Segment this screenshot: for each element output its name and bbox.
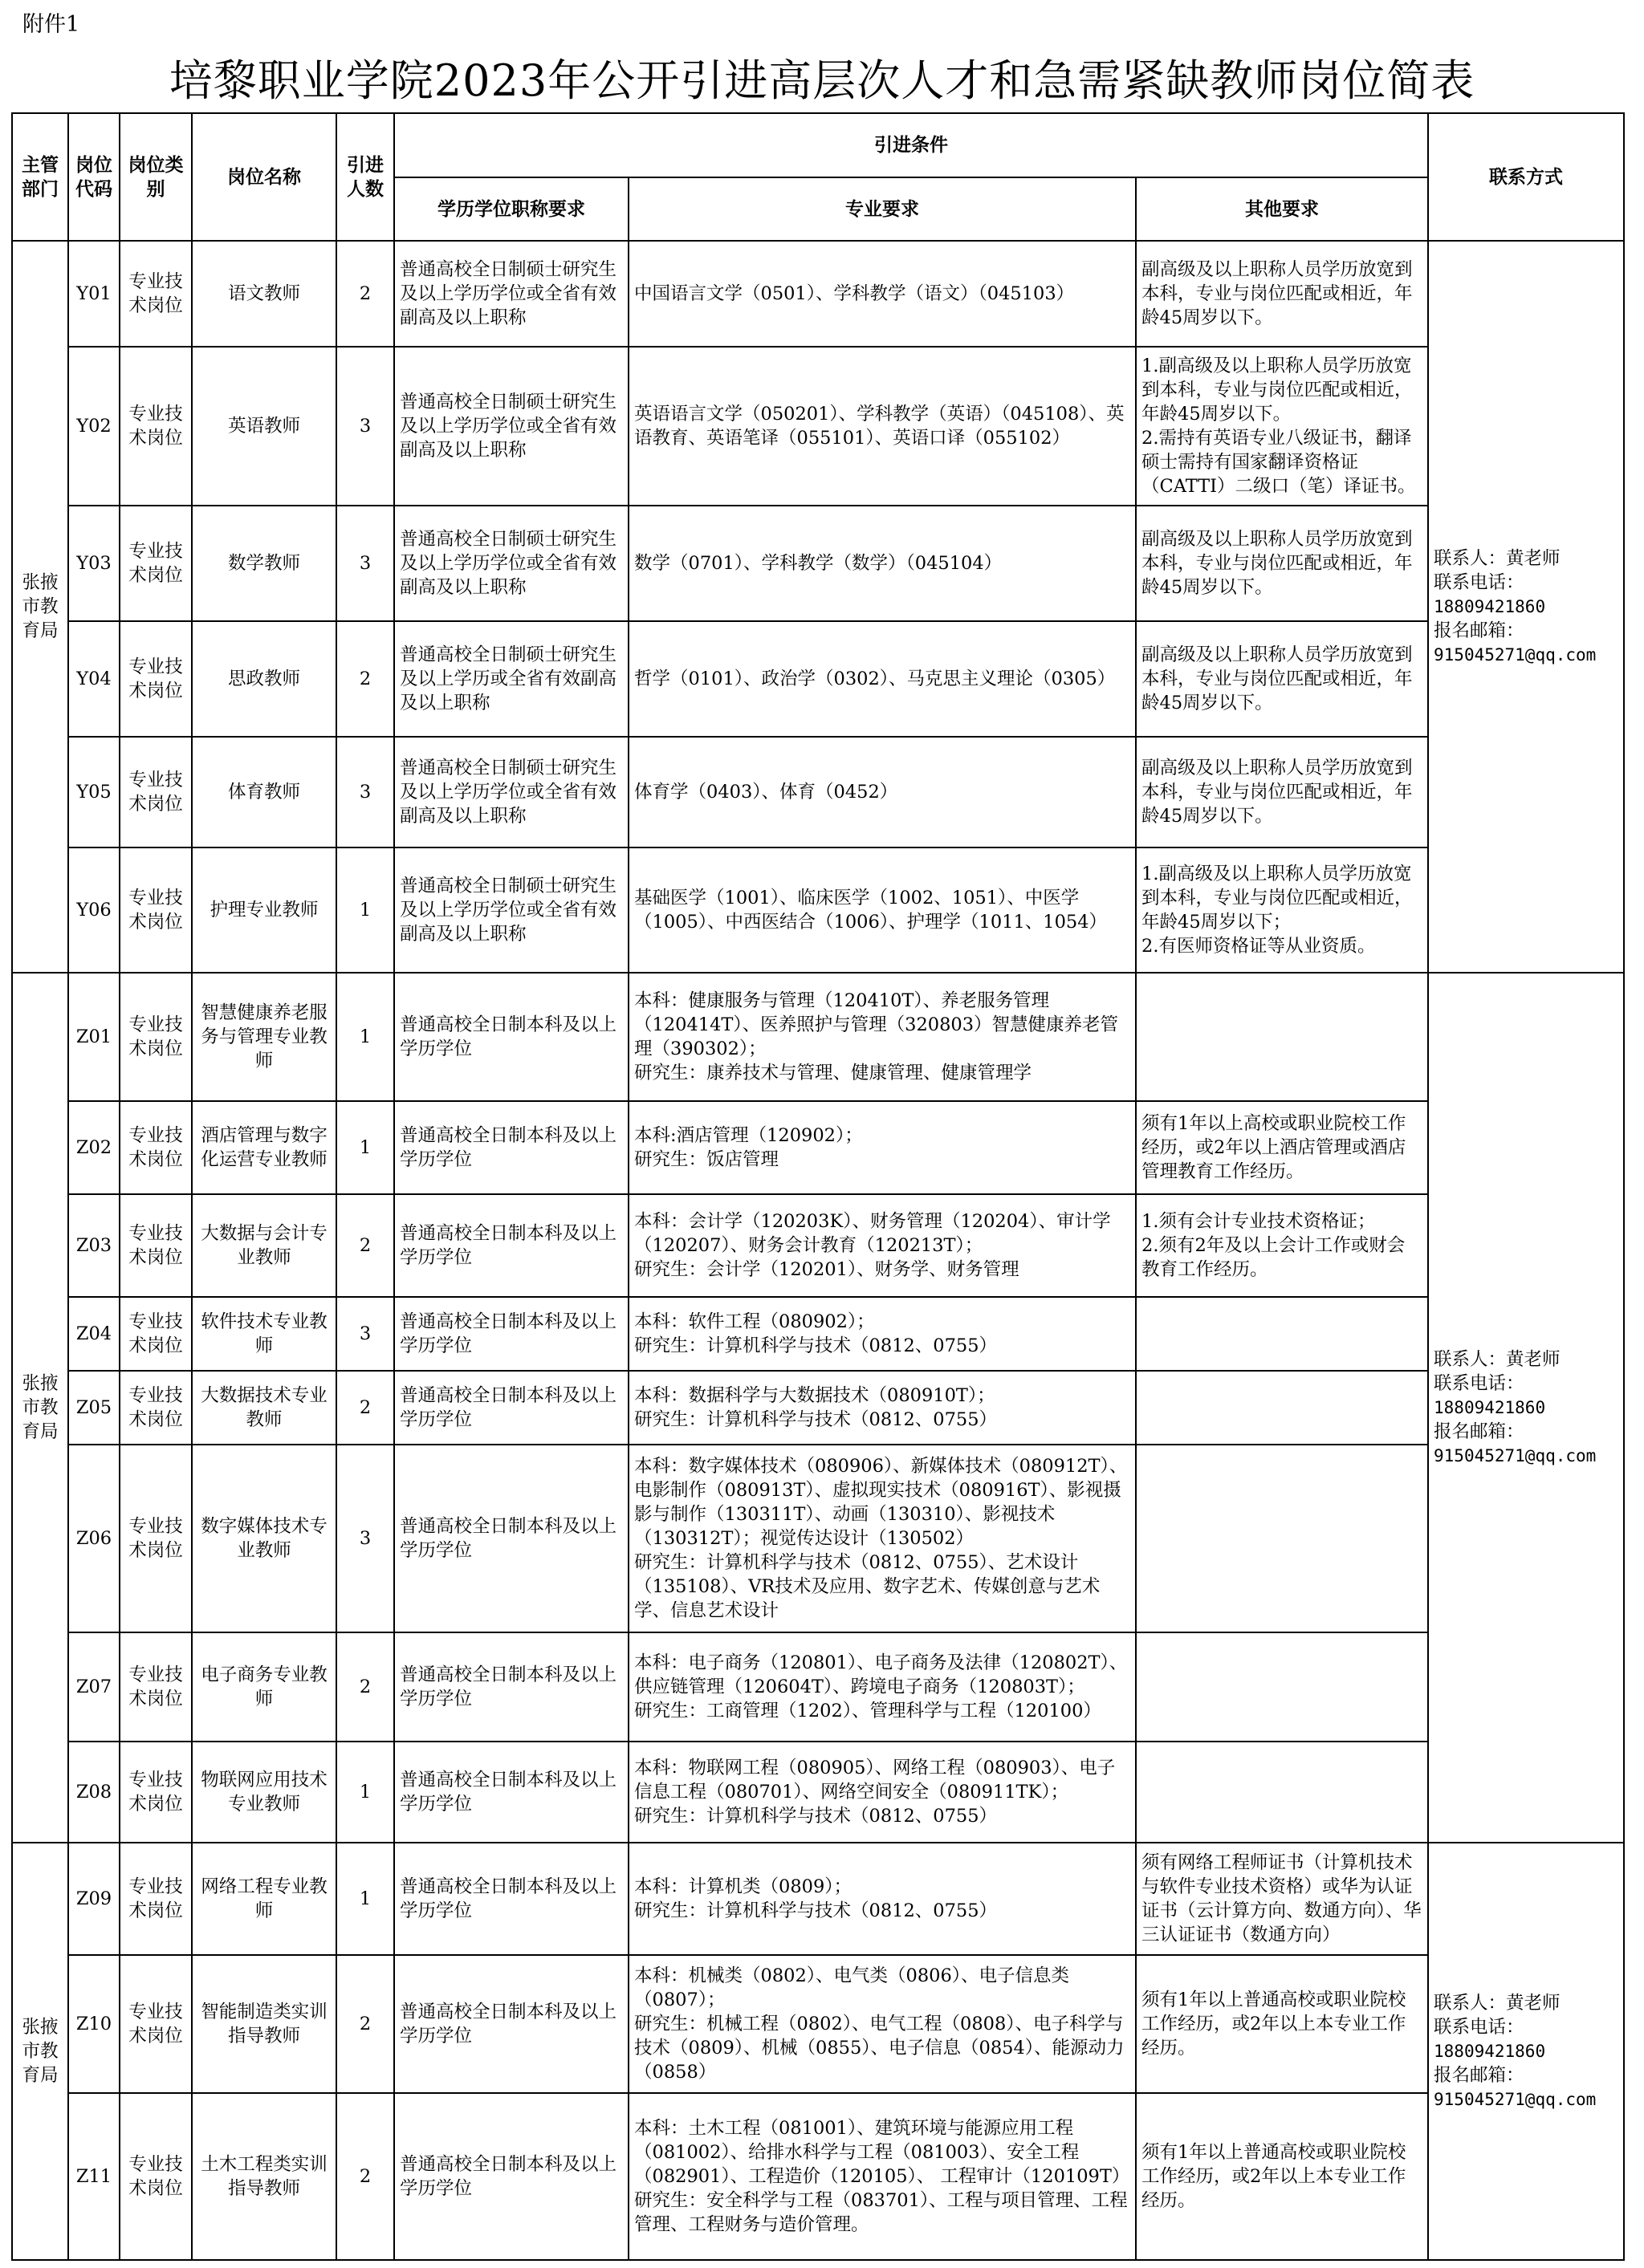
major-cell: 本科：机械类（0802）、电气类（0806）、电子信息类（0807）； 研究生：机械工程（0802）、电气工程（0808）、电子科学与技术（0809）、机械（0855）、电子信息（0854）、能源动力（0858） (629, 1955, 1136, 2093)
table-body (12, 241, 1624, 2260)
education-cell: 普通高校全日制本科及以上学历学位 (394, 1955, 629, 2093)
contact-line: 18809421860 (1434, 2042, 1546, 2061)
name-cell: 物联网应用技术专业教师 (192, 1742, 336, 1843)
education-cell: 普通高校全日制硕士研究生及以上学历学位或全省有效副高及以上职称 (394, 737, 629, 847)
code-cell: Y05 (68, 737, 120, 847)
contact-line: 联系人：黄老师 (1434, 1993, 1561, 2014)
education-cell: 普通高校全日制本科及以上学历学位 (394, 1297, 629, 1371)
name-cell: 土木工程类实训指导教师 (192, 2093, 336, 2260)
count-cell: 1 (336, 973, 394, 1101)
major-cell: 本科：物联网工程（080905）、网络工程（080903）、电子信息工程（080701）、网络空间安全（080911TK）； 研究生：计算机科学与技术（0812、0755） (629, 1742, 1136, 1843)
education-cell: 普通高校全日制硕士研究生及以上学历学位或全省有效副高及以上职称 (394, 847, 629, 973)
contact-line: 915045271@qq.com (1434, 1446, 1597, 1465)
contact-line: 915045271@qq.com (1434, 2090, 1597, 2109)
header-count: 引进人数 (336, 113, 394, 241)
name-cell: 酒店管理与数字化运营专业教师 (192, 1101, 336, 1194)
code-cell: Z06 (68, 1445, 120, 1632)
code-cell: Z01 (68, 973, 120, 1101)
attachment-label: 附件1 (22, 12, 80, 37)
education-cell: 普通高校全日制本科及以上学历学位 (394, 1194, 629, 1297)
code-cell: Z03 (68, 1194, 120, 1297)
type-cell: 专业技术岗位 (120, 1632, 192, 1742)
dept-cell: 张掖市教育局 (12, 241, 68, 973)
table-row (12, 847, 1624, 973)
name-cell: 体育教师 (192, 737, 336, 847)
type-cell: 专业技术岗位 (120, 1371, 192, 1445)
table-row (12, 1955, 1624, 2093)
other-cell: 副高级及以上职称人员学历放宽到本科，专业与岗位匹配或相近，年龄45周岁以下。 (1136, 241, 1428, 347)
table-row (12, 1297, 1624, 1371)
name-cell: 大数据技术专业教师 (192, 1371, 336, 1445)
type-cell: 专业技术岗位 (120, 347, 192, 506)
count-cell: 2 (336, 1194, 394, 1297)
count-cell: 3 (336, 1445, 394, 1632)
other-cell (1136, 1742, 1428, 1843)
name-cell: 数学教师 (192, 506, 336, 621)
header-contact: 联系方式 (1428, 113, 1624, 241)
contact-cell (1428, 1843, 1624, 2260)
type-cell: 专业技术岗位 (120, 1742, 192, 1843)
major-cell: 本科：土木工程（081001）、建筑环境与能源应用工程（081002）、给排水科学与工程（081003）、安全工程（082901）、工程造价（120105）、 工程审计（120109T） 研究生：安全科学与工程（083701）、工程与项目管理、工程管理、工程财务与造价管理。 (629, 2093, 1136, 2260)
contact-line: 联系电话： (1434, 1373, 1524, 1394)
table-row (12, 2093, 1624, 2260)
type-cell: 专业技术岗位 (120, 1297, 192, 1371)
other-cell: 1.须有会计专业技术资格证； 2.须有2年及以上会计工作或财会教育工作经历。 (1136, 1194, 1428, 1297)
header-conditions: 引进条件 (394, 113, 1428, 177)
table-row (12, 241, 1624, 347)
name-cell: 语文教师 (192, 241, 336, 347)
other-cell (1136, 1445, 1428, 1632)
major-cell: 体育学（0403）、体育（0452） (629, 737, 1136, 847)
header-type: 岗位类别 (120, 113, 192, 241)
count-cell: 3 (336, 1297, 394, 1371)
other-cell (1136, 973, 1428, 1101)
table-row (12, 737, 1624, 847)
name-cell: 软件技术专业教师 (192, 1297, 336, 1371)
contact-cell (1428, 241, 1624, 973)
table-row (12, 1371, 1624, 1445)
type-cell: 专业技术岗位 (120, 737, 192, 847)
other-cell: 副高级及以上职称人员学历放宽到本科，专业与岗位匹配或相近，年龄45周岁以下。 (1136, 506, 1428, 621)
code-cell: Z04 (68, 1297, 120, 1371)
name-cell: 思政教师 (192, 621, 336, 737)
table-row (12, 347, 1624, 506)
code-cell: Z08 (68, 1742, 120, 1843)
major-cell: 本科:酒店管理（120902）； 研究生：饭店管理 (629, 1101, 1136, 1194)
contact-line: 18809421860 (1434, 1398, 1546, 1417)
other-cell: 须有1年以上普通高校或职业院校工作经历，或2年以上本专业工作经历。 (1136, 2093, 1428, 2260)
code-cell: Z07 (68, 1632, 120, 1742)
type-cell: 专业技术岗位 (120, 2093, 192, 2260)
count-cell: 1 (336, 1101, 394, 1194)
type-cell: 专业技术岗位 (120, 1101, 192, 1194)
header-education: 学历学位职称要求 (394, 177, 629, 241)
type-cell: 专业技术岗位 (120, 973, 192, 1101)
table-row (12, 1632, 1624, 1742)
header-code: 岗位代码 (68, 113, 120, 241)
education-cell: 普通高校全日制本科及以上学历学位 (394, 2093, 629, 2260)
code-cell: Y06 (68, 847, 120, 973)
code-cell: Y01 (68, 241, 120, 347)
count-cell: 2 (336, 2093, 394, 2260)
major-cell: 哲学（0101）、政治学（0302）、马克思主义理论（0305） (629, 621, 1136, 737)
page-title: 培黎职业学院2023年公开引进高层次人才和急需紧缺教师岗位简表 (169, 55, 1475, 106)
count-cell: 2 (336, 1955, 394, 2093)
major-cell: 本科：健康服务与管理（120410T）、养老服务管理（120414T）、医养照护与管理（320803）智慧健康养老管理（390302）； 研究生：康养技术与管理、健康管理、健康管理学 (629, 973, 1136, 1101)
table-row (12, 621, 1624, 737)
contact-line: 报名邮箱： (1434, 2065, 1524, 2086)
count-cell: 2 (336, 1371, 394, 1445)
contact-line: 报名邮箱： (1434, 1421, 1524, 1442)
header-major: 专业要求 (629, 177, 1136, 241)
name-cell: 大数据与会计专业教师 (192, 1194, 336, 1297)
other-cell (1136, 1297, 1428, 1371)
table-row (12, 506, 1624, 621)
dept-cell: 张掖市教育局 (12, 973, 68, 1843)
major-cell: 英语语言文学（050201）、学科教学（英语）（045108）、英语教育、英语笔译（055101）、英语口译（055102） (629, 347, 1136, 506)
type-cell: 专业技术岗位 (120, 1194, 192, 1297)
contact-line: 联系电话： (1434, 572, 1524, 593)
code-cell: Z10 (68, 1955, 120, 2093)
table-row (12, 1843, 1624, 1955)
code-cell: Z09 (68, 1843, 120, 1955)
other-cell: 须有1年以上高校或职业院校工作经历，或2年以上酒店管理或酒店管理教育工作经历。 (1136, 1101, 1428, 1194)
header-name: 岗位名称 (192, 113, 336, 241)
dept-cell: 张掖市教育局 (12, 1843, 68, 2260)
contact-line: 联系电话： (1434, 2017, 1524, 2038)
count-cell: 2 (336, 621, 394, 737)
count-cell: 1 (336, 1843, 394, 1955)
count-cell: 1 (336, 847, 394, 973)
count-cell: 2 (336, 241, 394, 347)
contact-line: 联系人：黄老师 (1434, 548, 1561, 569)
count-cell: 1 (336, 1742, 394, 1843)
table-row (12, 1445, 1624, 1632)
major-cell: 本科：会计学（120203K）、财务管理（120204）、审计学（120207）、财务会计教育（120213T）； 研究生：会计学（120201）、财务学、财务管理 (629, 1194, 1136, 1297)
name-cell: 数字媒体技术专业教师 (192, 1445, 336, 1632)
contact-line: 报名邮箱： (1434, 620, 1524, 641)
other-cell: 须有网络工程师证书（计算机技术与软件专业技术资格）或华为认证证书（云计算方向、数通方向）、华三认证证书（数通方向） (1136, 1843, 1428, 1955)
name-cell: 智慧健康养老服务与管理专业教师 (192, 973, 336, 1101)
type-cell: 专业技术岗位 (120, 1955, 192, 2093)
education-cell: 普通高校全日制硕士研究生及以上学历学位或全省有效副高及以上职称 (394, 506, 629, 621)
code-cell: Y04 (68, 621, 120, 737)
education-cell: 普通高校全日制本科及以上学历学位 (394, 973, 629, 1101)
other-cell (1136, 1632, 1428, 1742)
type-cell: 专业技术岗位 (120, 847, 192, 973)
positions-table (11, 112, 1625, 2261)
table-row (12, 1194, 1624, 1297)
major-cell: 本科：数据科学与大数据技术（080910T）； 研究生：计算机科学与技术（0812、0755） (629, 1371, 1136, 1445)
code-cell: Y02 (68, 347, 120, 506)
other-cell: 1.副高级及以上职称人员学历放宽到本科，专业与岗位匹配或相近，年龄45周岁以下。 2.需持有英语专业八级证书，翻译硕士需持有国家翻译资格证（CATTI）二级口（笔）译证书。 (1136, 347, 1428, 506)
other-cell: 1.副高级及以上职称人员学历放宽到本科，专业与岗位匹配或相近，年龄45周岁以下； 2.有医师资格证等从业资质。 (1136, 847, 1428, 973)
name-cell: 电子商务专业教师 (192, 1632, 336, 1742)
code-cell: Z02 (68, 1101, 120, 1194)
education-cell: 普通高校全日制本科及以上学历学位 (394, 1101, 629, 1194)
type-cell: 专业技术岗位 (120, 1843, 192, 1955)
header-row-1 (12, 113, 1624, 177)
major-cell: 本科：计算机类（0809）； 研究生：计算机科学与技术（0812、0755） (629, 1843, 1136, 1955)
education-cell: 普通高校全日制本科及以上学历学位 (394, 1843, 629, 1955)
count-cell: 3 (336, 737, 394, 847)
education-cell: 普通高校全日制硕士研究生及以上学历学位或全省有效副高及以上职称 (394, 347, 629, 506)
type-cell: 专业技术岗位 (120, 1445, 192, 1632)
other-cell: 须有1年以上普通高校或职业院校工作经历，或2年以上本专业工作经历。 (1136, 1955, 1428, 2093)
other-cell: 副高级及以上职称人员学历放宽到本科，专业与岗位匹配或相近，年龄45周岁以下。 (1136, 737, 1428, 847)
education-cell: 普通高校全日制本科及以上学历学位 (394, 1371, 629, 1445)
table-row (12, 1742, 1624, 1843)
major-cell: 中国语言文学（0501）、学科教学（语文）（045103） (629, 241, 1136, 347)
name-cell: 护理专业教师 (192, 847, 336, 973)
education-cell: 普通高校全日制本科及以上学历学位 (394, 1632, 629, 1742)
major-cell: 本科：软件工程（080902）； 研究生：计算机科学与技术（0812、0755） (629, 1297, 1136, 1371)
count-cell: 3 (336, 347, 394, 506)
other-cell (1136, 1371, 1428, 1445)
code-cell: Y03 (68, 506, 120, 621)
education-cell: 普通高校全日制本科及以上学历学位 (394, 1742, 629, 1843)
header-other: 其他要求 (1136, 177, 1428, 241)
education-cell: 普通高校全日制本科及以上学历学位 (394, 1445, 629, 1632)
major-cell: 基础医学（1001）、临床医学（1002、1051）、中医学（1005）、中西医结合（1006）、护理学（1011、1054） (629, 847, 1136, 973)
education-cell: 普通高校全日制硕士研究生及以上学历学位或全省有效副高及以上职称 (394, 241, 629, 347)
type-cell: 专业技术岗位 (120, 621, 192, 737)
code-cell: Z05 (68, 1371, 120, 1445)
name-cell: 智能制造类实训指导教师 (192, 1955, 336, 2093)
contact-line: 915045271@qq.com (1434, 645, 1597, 665)
table-row (12, 1101, 1624, 1194)
contact-line: 联系人：黄老师 (1434, 1349, 1561, 1370)
name-cell: 网络工程专业教师 (192, 1843, 336, 1955)
code-cell: Z11 (68, 2093, 120, 2260)
contact-cell (1428, 973, 1624, 1843)
type-cell: 专业技术岗位 (120, 241, 192, 347)
type-cell: 专业技术岗位 (120, 506, 192, 621)
major-cell: 本科：数字媒体技术（080906）、新媒体技术（080912T）、电影制作（080913T）、虚拟现实技术（080916T）、影视摄影与制作（130311T）、动画（130310）、影视技术（130312T）；视觉传达设计（130502） 研究生：计算机科学与技术（0812、0755）、艺术设计（135108）、VR技术及应用、数字艺术、传媒创意与艺术学、信息艺术设计 (629, 1445, 1136, 1632)
other-cell: 副高级及以上职称人员学历放宽到本科，专业与岗位匹配或相近，年龄45周岁以下。 (1136, 621, 1428, 737)
count-cell: 3 (336, 506, 394, 621)
major-cell: 本科：电子商务（120801）、电子商务及法律（120802T）、供应链管理（120604T）、跨境电子商务（120803T）； 研究生：工商管理（1202）、管理科学与工程（120100） (629, 1632, 1136, 1742)
name-cell: 英语教师 (192, 347, 336, 506)
contact-line: 18809421860 (1434, 597, 1546, 616)
table-row (12, 973, 1624, 1101)
header-dept: 主管部门 (12, 113, 68, 241)
major-cell: 数学（0701）、学科教学（数学）（045104） (629, 506, 1136, 621)
count-cell: 2 (336, 1632, 394, 1742)
education-cell: 普通高校全日制硕士研究生及以上学历或全省有效副高及以上职称 (394, 621, 629, 737)
